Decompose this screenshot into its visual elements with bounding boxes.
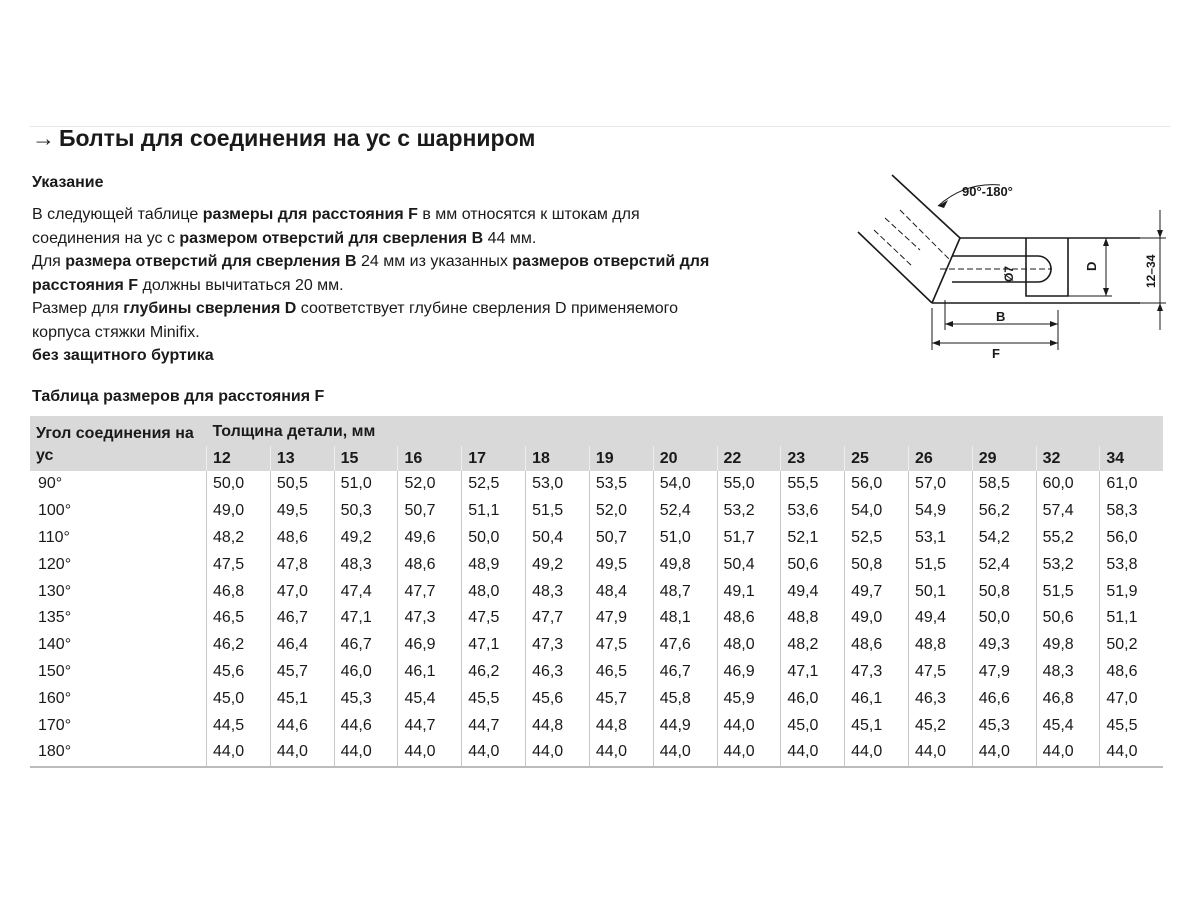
value-cell: 44,0 xyxy=(653,739,717,767)
thickness-header-cell: 12 xyxy=(207,446,271,471)
value-cell: 47,8 xyxy=(270,551,334,578)
value-cell: 50,3 xyxy=(334,498,398,525)
thickness-header-cell: 29 xyxy=(972,446,1036,471)
value-cell: 57,0 xyxy=(908,471,972,498)
mitre-line xyxy=(932,238,960,303)
value-cell: 46,2 xyxy=(207,632,271,659)
table-row xyxy=(30,739,1163,767)
value-cell: 44,9 xyxy=(653,712,717,739)
value-cell: 55,0 xyxy=(717,471,781,498)
value-cell: 49,0 xyxy=(207,498,271,525)
value-cell: 45,4 xyxy=(1036,712,1100,739)
value-cell: 45,3 xyxy=(972,712,1036,739)
value-cell: 48,3 xyxy=(334,551,398,578)
angle-cell: 120° xyxy=(38,555,72,573)
note-emphasis: размера отверстий для сверления B xyxy=(65,253,357,270)
value-cell: 45,1 xyxy=(845,712,909,739)
value-cell: 46,9 xyxy=(398,632,462,659)
value-cell: 44,0 xyxy=(207,739,271,767)
angle-label: 90°-180° xyxy=(962,184,1013,199)
thickness-header-cell: 16 xyxy=(398,446,462,471)
value-cell: 45,1 xyxy=(270,685,334,712)
value-cell: 44,0 xyxy=(1036,739,1100,767)
table-row xyxy=(30,659,1163,686)
value-cell: 45,9 xyxy=(717,685,781,712)
value-cell: 50,4 xyxy=(526,525,590,552)
angle-cell: 180° xyxy=(30,739,207,767)
value-cell: 52,4 xyxy=(653,498,717,525)
note-run: должны вычитаться 20 мм. xyxy=(138,276,344,294)
value-cell: 53,1 xyxy=(908,525,972,552)
diameter-label: Ø7 xyxy=(1002,265,1016,282)
angle-cell: 160° xyxy=(38,689,72,707)
value-cell: 54,2 xyxy=(972,525,1036,552)
value-cell: 47,0 xyxy=(270,578,334,605)
table-row xyxy=(30,471,1163,498)
value-cell: 46,7 xyxy=(653,659,717,686)
value-cell: 44,0 xyxy=(781,739,845,767)
thickness-header-cell: 22 xyxy=(717,446,781,471)
value-cell: 47,3 xyxy=(845,659,909,686)
value-cell: 52,4 xyxy=(972,551,1036,578)
f-arrow-right xyxy=(1050,340,1058,346)
value-cell: 44,0 xyxy=(972,739,1036,767)
note-run: соответствует глубине сверления D применяемого корпуса стяжки Minifix. xyxy=(32,300,679,341)
thickness-group-header: Толщина детали, мм xyxy=(207,416,1164,446)
value-cell: 53,2 xyxy=(717,498,781,525)
value-cell: 52,0 xyxy=(398,471,462,498)
b-arrow-right xyxy=(1050,321,1058,327)
value-cell: 53,6 xyxy=(781,498,845,525)
value-cell: 47,0 xyxy=(1100,685,1163,712)
value-cell: 46,2 xyxy=(462,659,526,686)
value-cell: 56,0 xyxy=(845,471,909,498)
angle-cell: 170° xyxy=(38,716,72,734)
angle-cell: 135° xyxy=(38,609,72,627)
value-cell: 44,6 xyxy=(334,712,398,739)
angled-axis-line xyxy=(900,210,950,260)
note-emphasis: глубины сверления D xyxy=(123,300,297,317)
value-cell: 50,8 xyxy=(845,551,909,578)
value-cell: 45,5 xyxy=(1100,712,1163,739)
value-cell: 44,0 xyxy=(398,739,462,767)
thickness-arrow-top xyxy=(1157,230,1163,238)
value-cell: 47,7 xyxy=(398,578,462,605)
arrow-right-icon: → xyxy=(32,125,55,151)
value-cell: 49,0 xyxy=(845,605,909,632)
value-cell: 49,3 xyxy=(972,632,1036,659)
angled-board-edge-top xyxy=(892,175,960,238)
value-cell: 52,0 xyxy=(589,498,653,525)
angled-hole-line-b xyxy=(874,230,912,266)
value-cell: 45,3 xyxy=(334,685,398,712)
value-cell: 44,7 xyxy=(462,712,526,739)
value-cell: 44,0 xyxy=(462,739,526,767)
value-cell: 45,4 xyxy=(398,685,462,712)
value-cell: 53,5 xyxy=(589,471,653,498)
value-cell: 48,2 xyxy=(207,525,271,552)
f-label: F xyxy=(992,346,1000,360)
note-emphasis: размером отверстий для сверления B xyxy=(179,229,484,247)
value-cell: 46,5 xyxy=(207,605,271,632)
value-cell: 44,0 xyxy=(589,739,653,767)
value-cell: 44,0 xyxy=(717,712,781,739)
table-row xyxy=(30,578,1163,605)
value-cell: 46,4 xyxy=(270,632,334,659)
note-text xyxy=(32,203,712,368)
value-cell: 49,7 xyxy=(845,578,909,605)
value-cell: 44,0 xyxy=(717,739,781,767)
value-cell: 50,8 xyxy=(972,578,1036,605)
value-cell: 47,1 xyxy=(334,605,398,632)
b-arrow-left xyxy=(945,321,953,327)
value-cell: 44,0 xyxy=(270,739,334,767)
value-cell: 46,7 xyxy=(334,632,398,659)
value-cell: 44,7 xyxy=(398,712,462,739)
note-paragraph xyxy=(32,250,712,297)
value-cell: 49,2 xyxy=(334,525,398,552)
value-cell: 47,6 xyxy=(653,632,717,659)
note-paragraph xyxy=(32,344,712,368)
angle-cell: 130° xyxy=(38,582,72,600)
value-cell: 53,2 xyxy=(1036,551,1100,578)
value-cell: 54,0 xyxy=(653,471,717,498)
note-run: В следующей таблице xyxy=(32,206,203,223)
value-cell: 48,3 xyxy=(526,578,590,605)
value-cell: 54,9 xyxy=(908,498,972,525)
thickness-header-cell: 23 xyxy=(781,446,845,471)
value-cell: 48,6 xyxy=(398,551,462,578)
value-cell: 48,6 xyxy=(717,605,781,632)
value-cell: 58,3 xyxy=(1100,498,1163,525)
value-cell: 45,7 xyxy=(589,685,653,712)
value-cell: 47,4 xyxy=(334,578,398,605)
value-cell: 47,7 xyxy=(526,605,590,632)
value-cell: 49,8 xyxy=(653,551,717,578)
value-cell: 46,0 xyxy=(334,659,398,686)
value-cell: 47,3 xyxy=(526,632,590,659)
note-emphasis: без защитного буртика xyxy=(32,347,214,364)
angle-cell: 150° xyxy=(38,662,72,680)
value-cell: 49,4 xyxy=(908,605,972,632)
table-row xyxy=(30,632,1163,659)
depth-label: D xyxy=(1084,261,1099,271)
thickness-header-cell: 20 xyxy=(653,446,717,471)
value-cell: 48,0 xyxy=(462,578,526,605)
note-run: 24 мм из указанных xyxy=(356,253,513,270)
note-paragraph xyxy=(32,297,712,344)
page-title xyxy=(32,125,535,152)
value-cell: 49,2 xyxy=(526,551,590,578)
value-cell: 49,4 xyxy=(781,578,845,605)
value-cell: 51,1 xyxy=(462,498,526,525)
note-emphasis: размеры для расстояния F xyxy=(202,206,418,223)
value-cell: 45,6 xyxy=(526,685,590,712)
value-cell: 51,5 xyxy=(526,498,590,525)
value-cell: 46,8 xyxy=(207,578,271,605)
value-cell: 45,2 xyxy=(908,712,972,739)
thickness-header-cell: 25 xyxy=(845,446,909,471)
value-cell: 48,6 xyxy=(845,632,909,659)
thickness-arrow-bottom xyxy=(1157,303,1163,311)
table-row xyxy=(30,685,1163,712)
value-cell: 51,5 xyxy=(1036,578,1100,605)
value-cell: 46,7 xyxy=(270,605,334,632)
f-distance-table xyxy=(30,416,1163,768)
value-cell: 48,0 xyxy=(717,632,781,659)
note-emphasis: размеров отверстий для расстояния F xyxy=(32,253,710,294)
value-cell: 45,7 xyxy=(270,659,334,686)
value-cell: 46,5 xyxy=(589,659,653,686)
value-cell: 57,4 xyxy=(1036,498,1100,525)
mitre-joint-diagram xyxy=(840,170,1175,360)
page-title-text: Болты для соединения на ус с шарниром xyxy=(59,125,536,151)
value-cell: 44,0 xyxy=(526,739,590,767)
value-cell: 46,8 xyxy=(1036,685,1100,712)
value-cell: 61,0 xyxy=(1100,471,1163,498)
value-cell: 47,5 xyxy=(462,605,526,632)
angle-cell: 100° xyxy=(38,502,72,520)
thickness-header-cell: 18 xyxy=(526,446,590,471)
value-cell: 45,6 xyxy=(207,659,271,686)
value-cell: 55,5 xyxy=(781,471,845,498)
value-cell: 44,8 xyxy=(589,712,653,739)
note-heading: Указание xyxy=(32,174,104,191)
value-cell: 50,6 xyxy=(781,551,845,578)
value-cell: 58,5 xyxy=(972,471,1036,498)
minifix-bore xyxy=(1026,238,1068,296)
value-cell: 46,3 xyxy=(908,685,972,712)
value-cell: 51,0 xyxy=(653,525,717,552)
value-cell: 49,5 xyxy=(589,551,653,578)
value-cell: 56,2 xyxy=(972,498,1036,525)
value-cell: 48,8 xyxy=(908,632,972,659)
value-cell: 47,5 xyxy=(207,551,271,578)
table-row xyxy=(30,498,1163,525)
thickness-header-cell: 17 xyxy=(462,446,526,471)
value-cell: 47,9 xyxy=(972,659,1036,686)
value-cell: 50,7 xyxy=(589,525,653,552)
value-cell: 49,8 xyxy=(1036,632,1100,659)
value-cell: 45,0 xyxy=(781,712,845,739)
value-cell: 47,5 xyxy=(589,632,653,659)
thickness-header-cell: 13 xyxy=(270,446,334,471)
angle-cell: 140° xyxy=(38,636,72,654)
value-cell: 56,0 xyxy=(1100,525,1163,552)
value-cell: 48,7 xyxy=(653,578,717,605)
angle-column-header: Угол соединения на ус xyxy=(30,416,207,471)
value-cell: 44,0 xyxy=(334,739,398,767)
value-cell: 49,6 xyxy=(398,525,462,552)
table-row xyxy=(30,525,1163,552)
value-cell: 51,1 xyxy=(1100,605,1163,632)
angled-board-edge-bottom xyxy=(858,232,932,303)
value-cell: 51,9 xyxy=(1100,578,1163,605)
value-cell: 50,7 xyxy=(398,498,462,525)
table-row xyxy=(30,712,1163,739)
thickness-header-cell: 19 xyxy=(589,446,653,471)
value-cell: 48,4 xyxy=(589,578,653,605)
value-cell: 46,9 xyxy=(717,659,781,686)
value-cell: 46,6 xyxy=(972,685,1036,712)
value-cell: 45,8 xyxy=(653,685,717,712)
value-cell: 53,0 xyxy=(526,471,590,498)
value-cell: 48,8 xyxy=(781,605,845,632)
value-cell: 48,9 xyxy=(462,551,526,578)
value-cell: 50,6 xyxy=(1036,605,1100,632)
value-cell: 50,1 xyxy=(908,578,972,605)
value-cell: 60,0 xyxy=(1036,471,1100,498)
b-label: B xyxy=(996,309,1006,324)
value-cell: 52,5 xyxy=(462,471,526,498)
value-cell: 48,2 xyxy=(781,632,845,659)
value-cell: 52,5 xyxy=(845,525,909,552)
value-cell: 44,0 xyxy=(908,739,972,767)
value-cell: 47,5 xyxy=(908,659,972,686)
value-cell: 55,2 xyxy=(1036,525,1100,552)
thickness-label: 12–34 xyxy=(1144,254,1158,288)
value-cell: 50,0 xyxy=(462,525,526,552)
value-cell: 51,7 xyxy=(717,525,781,552)
f-arrow-left xyxy=(932,340,940,346)
value-cell: 51,5 xyxy=(908,551,972,578)
note-run: 44 мм. xyxy=(483,229,537,247)
value-cell: 48,6 xyxy=(270,525,334,552)
note-run: в мм относятся к штокам для соединения на ус с xyxy=(32,206,640,247)
note-run: Для xyxy=(32,253,66,270)
table-title: Таблица размеров для расстояния F xyxy=(32,388,325,405)
d-arrow-top xyxy=(1103,238,1109,246)
value-cell: 50,4 xyxy=(717,551,781,578)
value-cell: 50,5 xyxy=(270,471,334,498)
value-cell: 46,0 xyxy=(781,685,845,712)
value-cell: 46,1 xyxy=(398,659,462,686)
value-cell: 51,0 xyxy=(334,471,398,498)
value-cell: 44,5 xyxy=(207,712,271,739)
value-cell: 46,3 xyxy=(526,659,590,686)
note-paragraph xyxy=(32,203,712,250)
value-cell: 49,5 xyxy=(270,498,334,525)
value-cell: 44,6 xyxy=(270,712,334,739)
value-cell: 48,1 xyxy=(653,605,717,632)
value-cell: 47,3 xyxy=(398,605,462,632)
value-cell: 50,0 xyxy=(972,605,1036,632)
value-cell: 52,1 xyxy=(781,525,845,552)
value-cell: 48,6 xyxy=(1100,659,1163,686)
angle-arrowhead xyxy=(938,200,948,208)
value-cell: 49,1 xyxy=(717,578,781,605)
thickness-header-cell: 32 xyxy=(1036,446,1100,471)
value-cell: 44,0 xyxy=(1100,739,1163,767)
value-cell: 54,0 xyxy=(845,498,909,525)
thickness-header-cell: 34 xyxy=(1100,446,1163,471)
value-cell: 45,0 xyxy=(207,685,271,712)
value-cell: 46,1 xyxy=(845,685,909,712)
table-row xyxy=(30,551,1163,578)
value-cell: 44,8 xyxy=(526,712,590,739)
value-cell: 47,1 xyxy=(462,632,526,659)
angle-cell: 110° xyxy=(38,528,70,546)
value-cell: 47,1 xyxy=(781,659,845,686)
value-cell: 53,8 xyxy=(1100,551,1163,578)
angle-cell: 90° xyxy=(38,475,63,493)
thickness-header-cell: 15 xyxy=(334,446,398,471)
value-cell: 45,5 xyxy=(462,685,526,712)
value-cell: 48,3 xyxy=(1036,659,1100,686)
thickness-header-cell: 26 xyxy=(908,446,972,471)
d-arrow-bottom xyxy=(1103,288,1109,296)
note-run: Размер для xyxy=(32,300,124,317)
table-row xyxy=(30,605,1163,632)
value-cell: 44,0 xyxy=(845,739,909,767)
value-cell: 47,9 xyxy=(589,605,653,632)
value-cell: 50,2 xyxy=(1100,632,1163,659)
value-cell: 50,0 xyxy=(207,471,271,498)
